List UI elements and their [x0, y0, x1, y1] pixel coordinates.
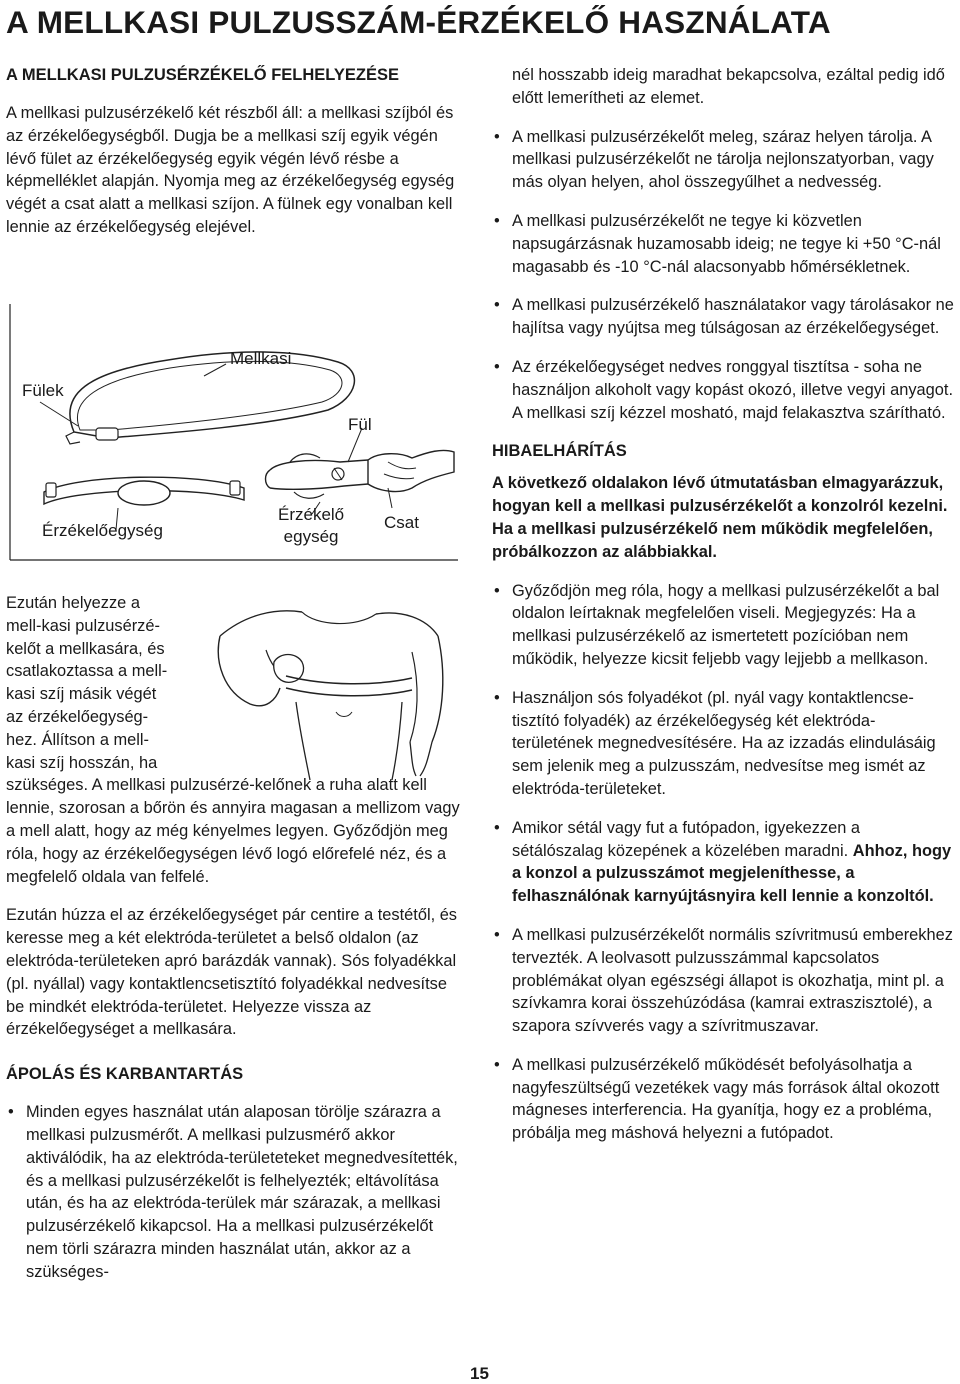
label-erzekelo-line2: egység — [283, 527, 339, 546]
electrode-paragraph: Ezután húzza el az érzékelőegységet pár centire a testétől, és keresse meg a két elektróda-területet a belső oldalon (az elektróda-területeken apró barázdák vannak). Sós folyadékkal (pl. nyállal) vagy kontaktlencsetisztító folyadékkal nedvesítse be mindkét elektróda-területet. Helyezze vissza az érzékelőegységet a mellkasára. — [6, 906, 458, 1039]
trouble-bullet-2: • Használjon sós folyadékot (pl. nyál vagy kontaktlencse-tisztító folyadék) az érzékelőegység két elektróda-területének megnedvesítésére. Ha az izzadás elindulásáig sem jelenik meg a pulzusszám, nedvesítse meg ismét az elektróda-területeket. — [492, 687, 954, 801]
label-ful: Fül — [348, 415, 372, 434]
section-heading-placement: A MELLKASI PULZUSÉRZÉKELŐ FELHELYEZÉSE — [6, 66, 399, 84]
care-list-right — [492, 126, 954, 425]
left-column-top — [6, 64, 466, 239]
trouble-bullet-3 — [492, 817, 954, 908]
care-bullet-5: • Az érzékelőegységet nedves ronggyal tisztítsa - soha ne használjon alkoholt vagy kopást okozó, illetve vegyi anyagot. A mellkasi szíj kézzel mosható, majd felakasztva szárítható. — [492, 356, 954, 424]
label-csat: Csat — [384, 513, 419, 532]
wrap-narrow-block — [6, 592, 196, 774]
care-bullet-2: • A mellkasi pulzusérzékelőt meleg, száraz helyen tárolja. A mellkasi pulzusérzékelőt ne tárolja nejlonszatyorban, vagy más olyan helyen, ahol összegyűlhet a nedvesség. — [492, 126, 954, 194]
care-bullet-3: • A mellkasi pulzusérzékelőt ne tegye ki közvetlen napsugárzásnak huzamosabb ideig; ne tegye ki +50 °C-nál magasabb és -10 °C-nál alacsonyabb hőmérsékletnek. — [492, 210, 954, 278]
placement-paragraph: A mellkasi pulzusérzékelő két részből áll: a mellkasi szíjból és az érzékelőegységből. Dugja be a mellkasi szíj egyik végén lévő fület az érzékelőegység egyik végén lévő résbe a képmelléklet alapján. Nyomja meg az érzékelőegység egység végét a csat alatt a mellkasi szíjon. A fülnek egy vonalban kell lennie az érzékelőegység elejével. — [6, 104, 455, 236]
troubleshooting-intro: A következő oldalakon lévő útmutatásban elmagyarázzuk, hogyan kell a mellkasi pulzusérzékelőt a konzolról kezelni. Ha a mellkasi pulzusérzékelő nem működik megfelelően, próbálkozzon az alábbiakkal. — [492, 474, 948, 561]
wrap-line-2: mell-kasi pulzusérzé- — [6, 616, 160, 635]
wrap-line-5: kasi szíj másik végét — [6, 685, 157, 704]
trouble-bullet-3-bold: Ahhoz, hogy a konzol a pulzusszámot megjeleníthesse, a felhasználónak karnyújtásnyira kell lennie a konzoltól. — [512, 841, 952, 906]
care-bullet-1: • Minden egyes használat után alaposan törölje szárazra a mellkasi pulzusmérőt. A mellkasi pulzusmérő akkor aktiválódik, ha az elektróda-területeteket megnedvesítették, és a mellkasi pulzusérzékelőt is felhelyezték; eltávolítása után, és ha az elektróda-terülek már szárazak, a mellkasi pulzusérzékelő kikapcsol. Ha a mellkasi pulzusérzékelőt nem törli szárazra minden használat után, akkor az a szükséges- — [6, 1101, 466, 1283]
label-erzekelo-egyseg — [278, 504, 344, 548]
section-heading-care: ÁPOLÁS ÉS KARBANTARTÁS — [6, 1065, 244, 1084]
wrap-line-6: az érzékelőegység- — [6, 707, 149, 726]
troubleshooting-list — [492, 580, 954, 1146]
label-erzekeloegyseg: Érzékelőegység — [42, 521, 163, 540]
wrap-line-3: kelőt a mellkasára, és — [6, 639, 165, 658]
trouble-bullet-5: • A mellkasi pulzusérzékelő működését befolyásolhatja a nagyfeszültségű vezetékek vagy más források által okozott mágneses interferencia. Ha gyanítja, hogy ez a probléma, próbálja meg máshová helyezni a futópadot. — [492, 1054, 954, 1145]
wrap-line-1: Ezután helyezze a — [6, 594, 140, 612]
label-mellkasi: Mellkasi — [230, 349, 292, 368]
care-list-left — [6, 1101, 466, 1283]
label-fulek: Fülek — [22, 381, 64, 400]
page-number: 15 — [470, 1364, 489, 1383]
wrap-rest-paragraph: szükséges. A mellkasi pulzusérzé-kelőnek a ruha alatt kell lennie, szorosan a bőrön és annyira magasan a mellizom vagy a mell alatt, hogy az még kényelmes legyen. Győződjön meg róla, hogy az érzékelőegységen lévő logó előrefelé néz, és a megfelelő oldala van felfelé. — [6, 776, 460, 886]
trouble-bullet-3-normal: Amikor sétál vagy fut a futópadon, igyekezzen a sétálószalag közepének a közelében maradni. — [512, 818, 861, 860]
section-heading-troubleshooting: HIBAELHÁRÍTÁS — [492, 442, 627, 461]
right-column — [492, 64, 954, 1161]
chest-strap-figure — [8, 302, 460, 562]
trouble-bullet-4: • A mellkasi pulzusérzékelőt normális szívritmusú emberekhez tervezték. A leolvasott pulzusszámmal kapcsolatos problémákat olyan egészségi állapot is okozhatja, mint pl. a szívkamra korai összehúzódása (kamrai extraszisztolé), a szapora szívverés vagy a szívritmuszavar. — [492, 924, 954, 1038]
wrap-line-7: hez. Állítson a mell- — [6, 730, 150, 749]
care-bullet-1-continuation: nél hosszabb ideig maradhat bekapcsolva, ezáltal pedig idő előtt lemerítheti az elemet. — [512, 66, 945, 107]
label-erzekelo-line1: Érzékelő — [278, 505, 345, 524]
wrap-line-8: kasi szíj hosszán, ha — [6, 753, 158, 772]
care-bullet-4: • A mellkasi pulzusérzékelő használatakor vagy tárolásakor ne hajlítsa vagy nyújtsa meg túlságosan az érzékelőegységet. — [492, 294, 954, 340]
left-column-bottom — [6, 592, 466, 1300]
page-title: A MELLKASI PULZUSSZÁM-ÉRZÉKELŐ HASZNÁLATA — [6, 4, 831, 40]
wrap-line-4: csatlakoztassa a mell- — [6, 662, 168, 681]
trouble-bullet-1: • Győződjön meg róla, hogy a mellkasi pulzusérzékelőt a bal oldalon leírtaknak megfelelően viseli. Megjegyzés: Ha a mellkasi pulzusérzékelő az ismertetett pozícióban nem működik, helyezze kicsit feljebb vagy lejjebb a mellkason. — [492, 580, 954, 671]
